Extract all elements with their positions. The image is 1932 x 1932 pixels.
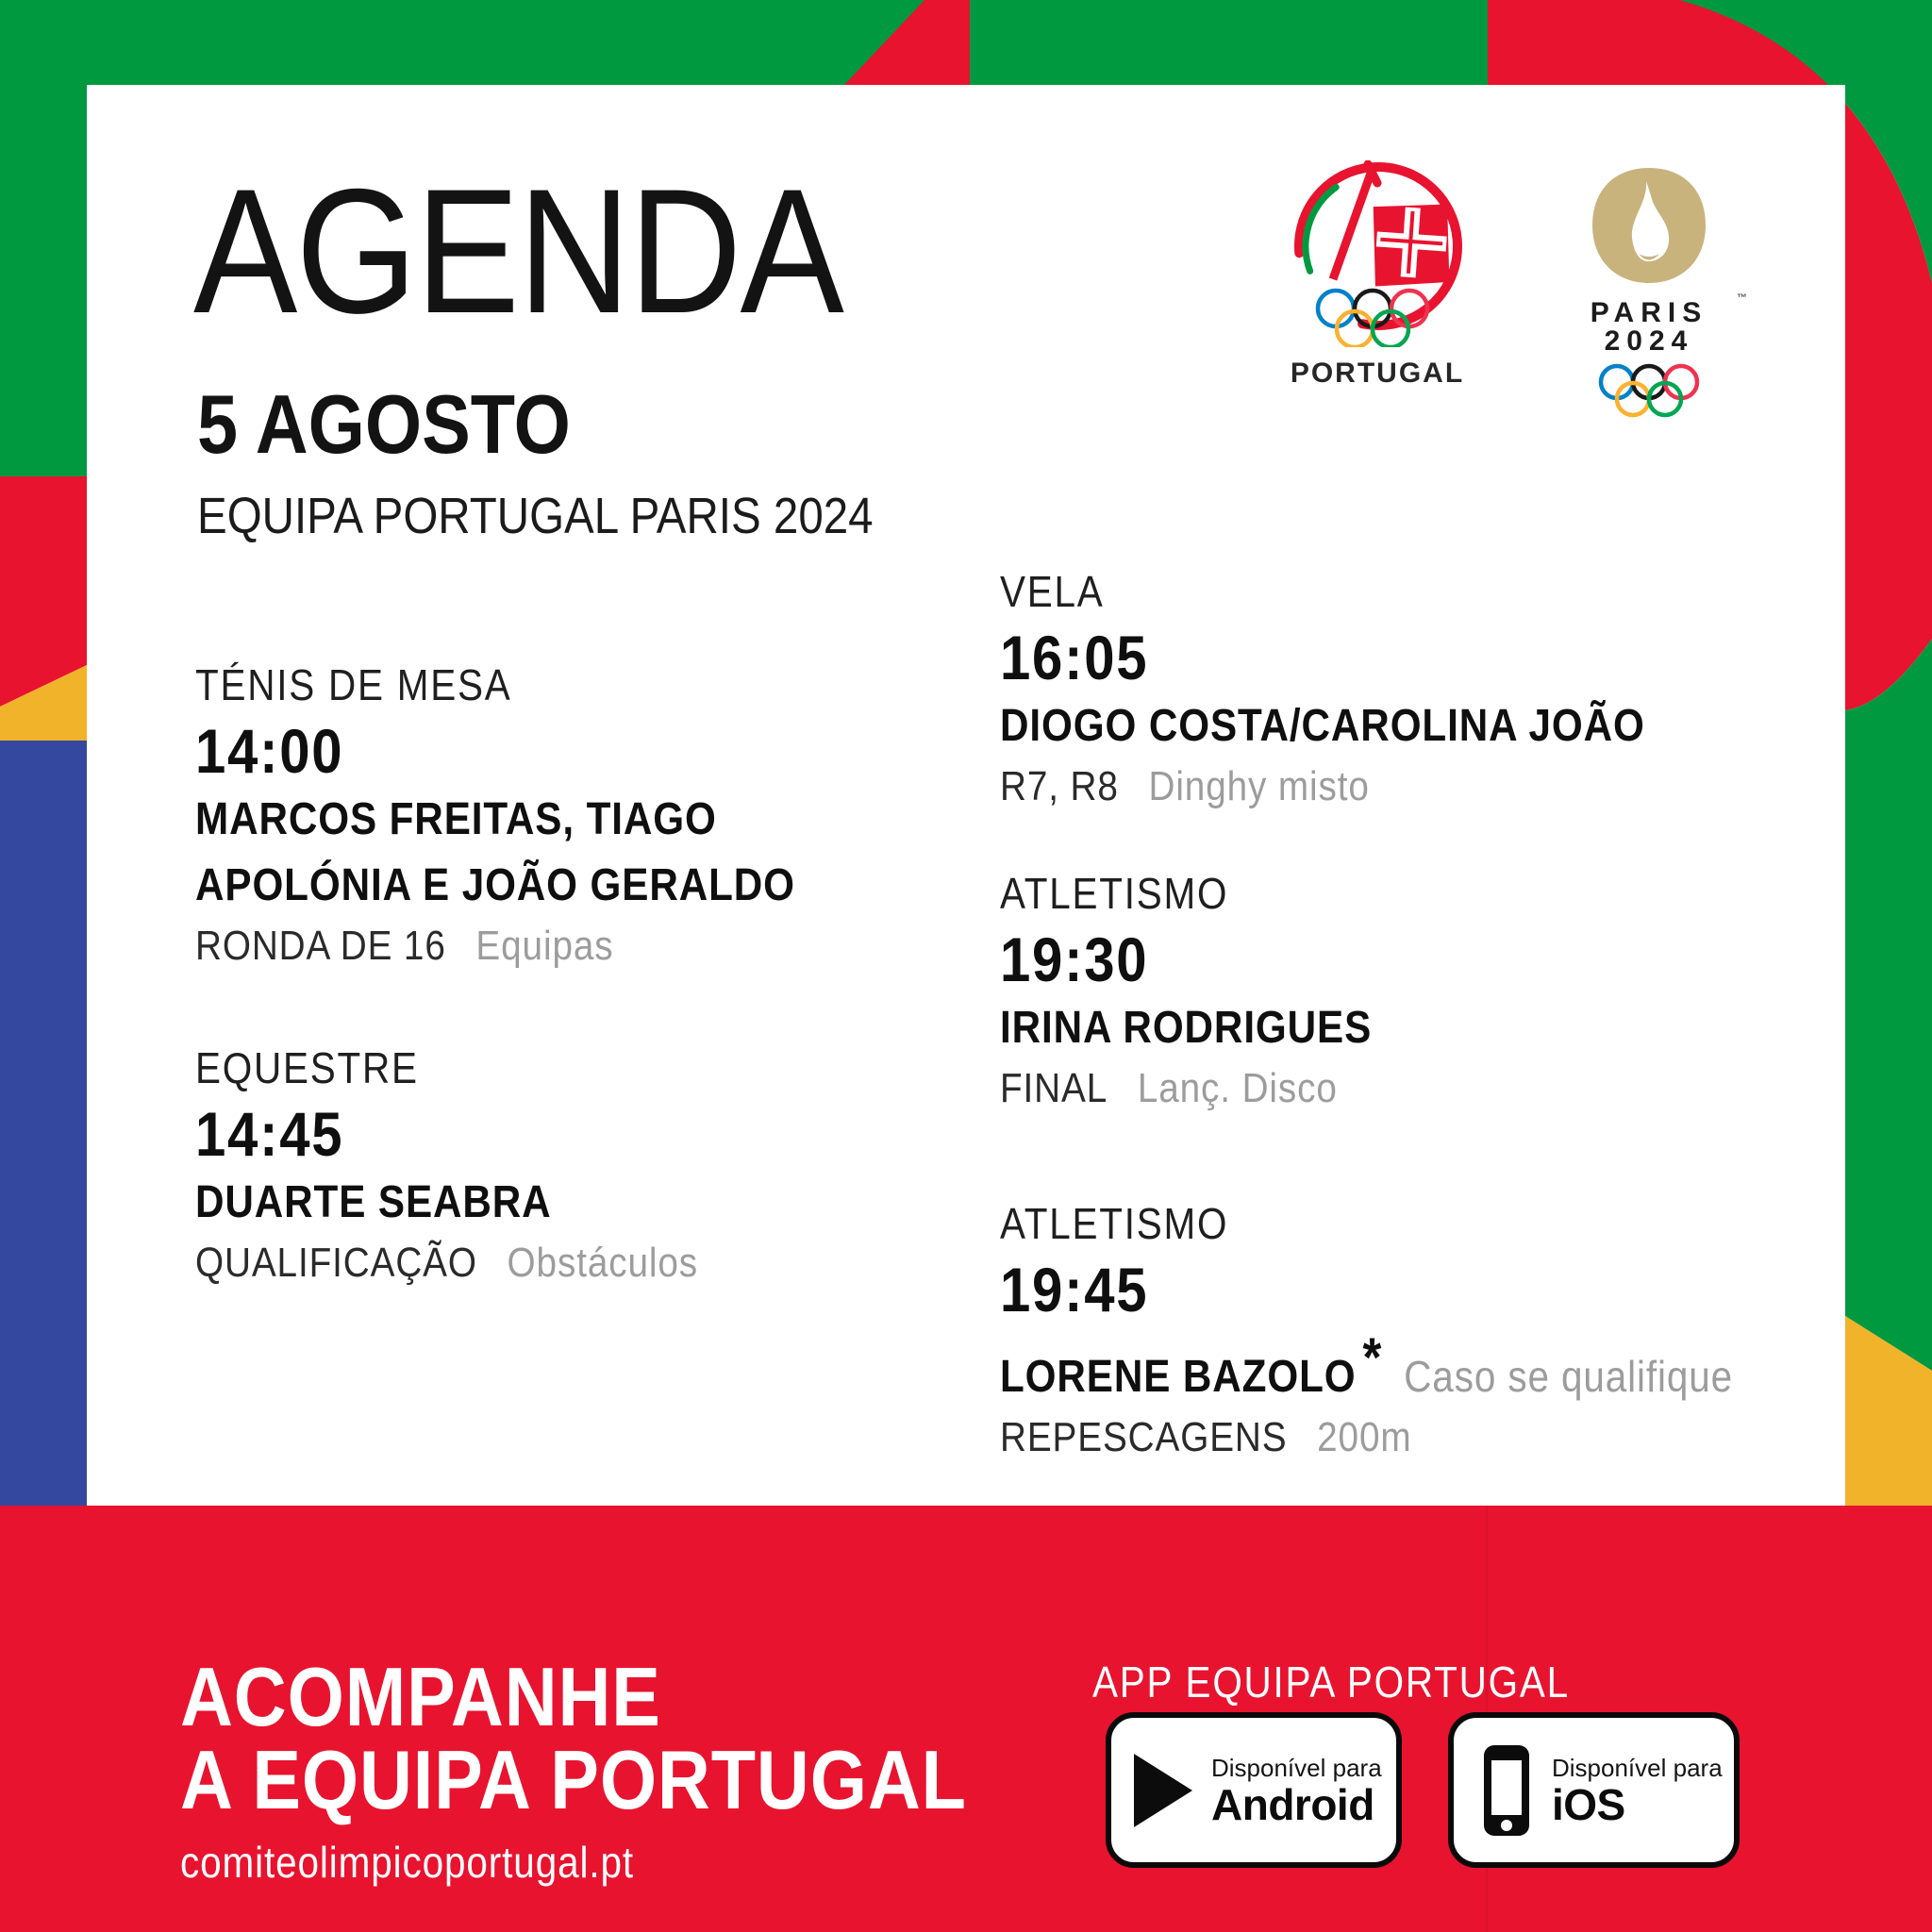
event-vela bbox=[1000, 567, 1811, 809]
badge-available-label: Disponível para bbox=[1211, 1753, 1382, 1782]
cop-wordmark: PORTUGAL bbox=[1290, 358, 1465, 389]
event-tenis-de-mesa bbox=[195, 660, 1007, 969]
stage-line bbox=[195, 925, 614, 967]
athlete-names: LORENE BAZOLO * Caso se qualifique bbox=[1000, 1327, 1734, 1402]
stage-detail: Lanç. Disco bbox=[1137, 1065, 1338, 1111]
footer-headline bbox=[180, 1650, 1074, 1887]
athlete-names: DIOGO COSTA/CAROLINA JOÃO bbox=[1000, 701, 1645, 751]
athlete-names: DUARTE SEABRA bbox=[195, 1177, 552, 1227]
date-title: 5 AGOSTO bbox=[197, 377, 571, 471]
event-time: 19:30 bbox=[1000, 924, 1149, 994]
athlete-names: MARCOS FREITAS, TIAGO bbox=[195, 794, 717, 844]
left-strip-blue bbox=[0, 741, 87, 1506]
sport-label: VELA bbox=[1000, 567, 1105, 616]
stage: FINAL bbox=[1000, 1065, 1108, 1111]
olympic-rings-icon bbox=[1583, 361, 1715, 420]
left-strip-green bbox=[0, 85, 87, 476]
stage-detail: Dinghy misto bbox=[1148, 763, 1370, 809]
event-time: 19:45 bbox=[1000, 1255, 1149, 1324]
ios-store-badge[interactable] bbox=[1448, 1712, 1740, 1868]
event-time: 14:45 bbox=[195, 1099, 344, 1169]
stage-line bbox=[1000, 763, 1370, 809]
paris-flame-icon bbox=[1555, 166, 1743, 285]
badge-platform-label: iOS bbox=[1552, 1779, 1625, 1829]
app-label: APP EQUIPA PORTUGAL bbox=[1092, 1657, 1570, 1707]
athlete-names: APOLÓNIA E JOÃO GERALDO bbox=[195, 860, 795, 910]
stage: RONDA DE 16 bbox=[195, 923, 446, 969]
sport-label: ATLETISMO bbox=[1000, 869, 1229, 918]
stage: QUALIFICAÇÃO bbox=[195, 1240, 477, 1286]
smartphone-icon bbox=[1480, 1743, 1533, 1838]
sport-label: ATLETISMO bbox=[1000, 1199, 1229, 1248]
poster-subtitle: EQUIPA PORTUGAL PARIS 2024 bbox=[197, 488, 874, 544]
right-strip-green bbox=[1845, 639, 1932, 1371]
paris-2024-logo bbox=[1555, 166, 1747, 420]
stage: R7, R8 bbox=[1000, 763, 1119, 809]
footer-url: comiteolimpicoportugal.pt bbox=[180, 1838, 635, 1887]
paris-wordmark: PARIS 2024 ™ bbox=[1555, 299, 1743, 356]
asterisk: * bbox=[1362, 1327, 1383, 1389]
event-time: 16:05 bbox=[1000, 623, 1149, 692]
stage-detail: Equipas bbox=[475, 923, 614, 969]
stage-line bbox=[1000, 1414, 1412, 1460]
stage-detail: 200m bbox=[1317, 1414, 1412, 1460]
event-atletismo-1930 bbox=[1000, 869, 1811, 1111]
badge-available-label: Disponível para bbox=[1552, 1753, 1723, 1782]
sport-label: TÉNIS DE MESA bbox=[195, 660, 512, 709]
event-time: 14:00 bbox=[195, 716, 344, 786]
cop-emblem-icon bbox=[1283, 160, 1472, 347]
badge-platform-label: Android bbox=[1211, 1779, 1374, 1829]
sport-label: EQUESTRE bbox=[195, 1043, 419, 1092]
play-icon bbox=[1134, 1754, 1192, 1827]
qualification-note: Caso se qualifique bbox=[1404, 1352, 1734, 1401]
stage: REPESCAGENS bbox=[1000, 1414, 1288, 1460]
trademark-symbol: ™ bbox=[1737, 292, 1747, 304]
footer-headline-line2: A EQUIPA PORTUGAL bbox=[180, 1733, 967, 1826]
page-title: AGENDA bbox=[193, 152, 843, 350]
stage-line bbox=[195, 1242, 698, 1284]
stage-line bbox=[1000, 1065, 1338, 1111]
footer-headline-line1: ACOMPANHE bbox=[180, 1650, 661, 1743]
event-atletismo-1945 bbox=[1000, 1199, 1811, 1460]
android-store-badge[interactable] bbox=[1106, 1712, 1402, 1868]
cop-portugal-logo bbox=[1283, 160, 1472, 388]
event-equestre bbox=[195, 1043, 1007, 1286]
athlete-names: IRINA RODRIGUES bbox=[1000, 1003, 1373, 1053]
stage-detail: Obstáculos bbox=[507, 1240, 699, 1286]
